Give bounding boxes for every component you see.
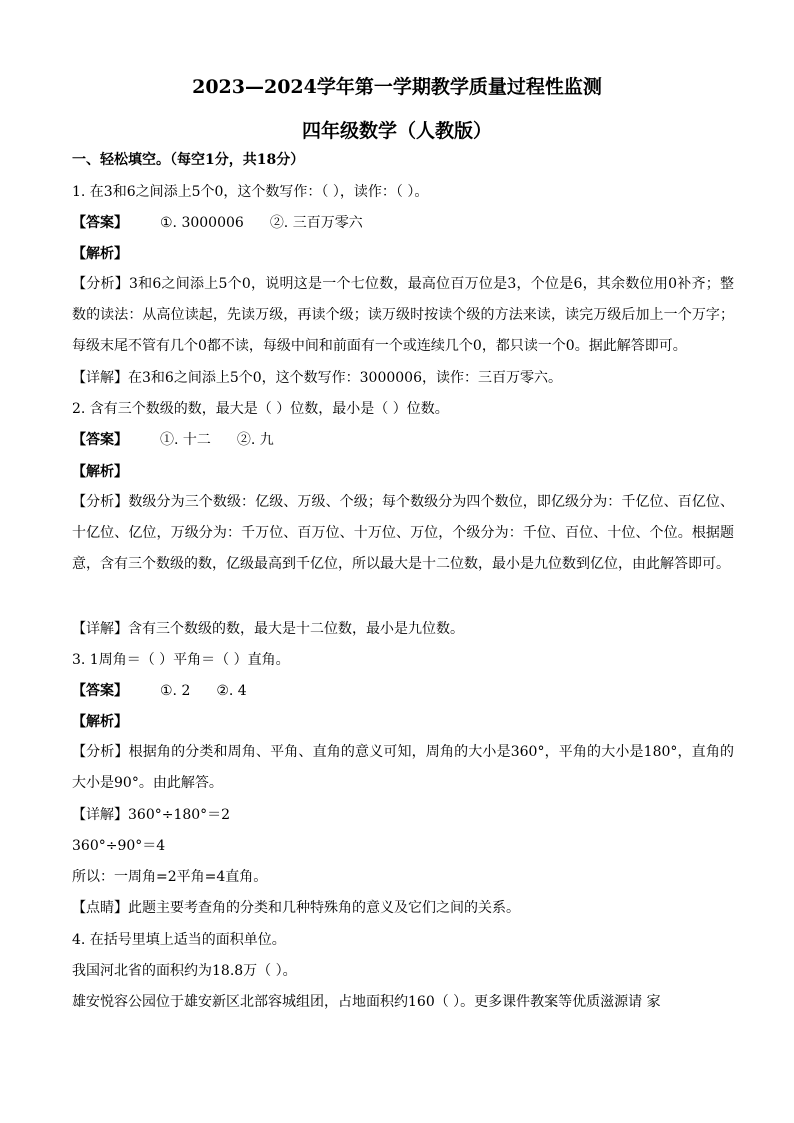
detail-text-3: 【详解】360°÷180°＝2	[72, 807, 231, 823]
analysis-text-1: 【分析】3和6之间添上5个0，说明这是一个七位数，最高位百万位是3，个位是6，其余数位用0补齐；整数的读法：从高位读起，先读万级，再读个级；读万级时按读个级的方法来读，读完万级后加上一个万字；每级末尾不管有几个0都不读，每级中间和前面有一个或连续几个0，都只读一个0。据此解答即可。	[72, 276, 734, 354]
answer-2-1: ①. 十二	[160, 432, 211, 448]
detail-text-2: 【详解】含有三个数级的数，最大是十二位数，最小是九位数。	[72, 621, 464, 637]
analysis-label: 【解析】	[72, 464, 128, 480]
analysis-text-3: 【分析】根据角的分类和周角、平角、直角的意义可知，周角的大小是360°，平角的大小是180°，直角的大小是90°。由此解答。	[72, 744, 734, 791]
answer-1-1: ①. 3000006	[160, 215, 244, 231]
question-1: 1. 在3和6之间添上5个0，这个数写作：（ ），读作：（ ）。	[72, 184, 429, 200]
key-point: 【点睛】此题主要考查角的分类和几种特殊角的意义及它们之间的关系。	[72, 900, 520, 916]
answer-row-1	[72, 213, 732, 233]
answer-label: 【答案】	[72, 432, 128, 448]
analysis-label: 【解析】	[72, 714, 128, 730]
answer-label: 【答案】	[72, 683, 128, 699]
answer-3-2: ②. 4	[216, 683, 247, 699]
conclusion-line: 所以：一周角=2平角=4直角。	[72, 869, 268, 885]
question-4-line-1: 我国河北省的面积约为18.8万（ ）。	[72, 963, 297, 979]
section-heading: 一、轻松填空。（每空1分，共18分）	[72, 152, 305, 168]
question-4: 4. 在括号里填上适当的面积单位。	[72, 932, 286, 948]
calc-line: 360°÷90°＝4	[72, 838, 166, 854]
document-subtitle: 四年级数学（人教版）	[301, 120, 492, 142]
answer-3-1: ①. 2	[160, 683, 191, 699]
answer-label: 【答案】	[72, 215, 128, 231]
question-4-line-2: 雄安悦容公园位于雄安新区北部容城组团，占地面积约160（ ）。更多课件教案等优质滋源请 家	[72, 994, 661, 1010]
detail-text-1: 【详解】在3和6之间添上5个0，这个数写作：3000006，读作：三百万零六。	[72, 370, 562, 386]
analysis-text-2: 【分析】数级分为三个数级：亿级、万级、个级；每个数级分为四个数位，即亿级分为：千亿位、百亿位、十亿位、亿位，万级分为：千万位、百万位、十万位、万位，个级分为：千位、百位、十位、个位。根据题意，含有三个数级的数，亿级最高到千亿位，所以最大是十二位数，最小是九位数到亿位，由此解答即可。	[72, 494, 734, 572]
answer-row-2	[72, 430, 732, 450]
answer-1-2: ②. 三百万零六	[269, 215, 363, 231]
answer-row-3	[72, 681, 732, 701]
analysis-label: 【解析】	[72, 246, 128, 262]
question-3: 3. 1周角＝（ ）平角＝（ ）直角。	[72, 652, 290, 668]
document-title: 2023—2024学年第一学期教学质量过程性监测	[192, 76, 602, 98]
answer-2-2: ②. 九	[236, 432, 274, 448]
question-2: 2. 含有三个数级的数，最大是（ ）位数，最小是（ ）位数。	[72, 401, 449, 417]
